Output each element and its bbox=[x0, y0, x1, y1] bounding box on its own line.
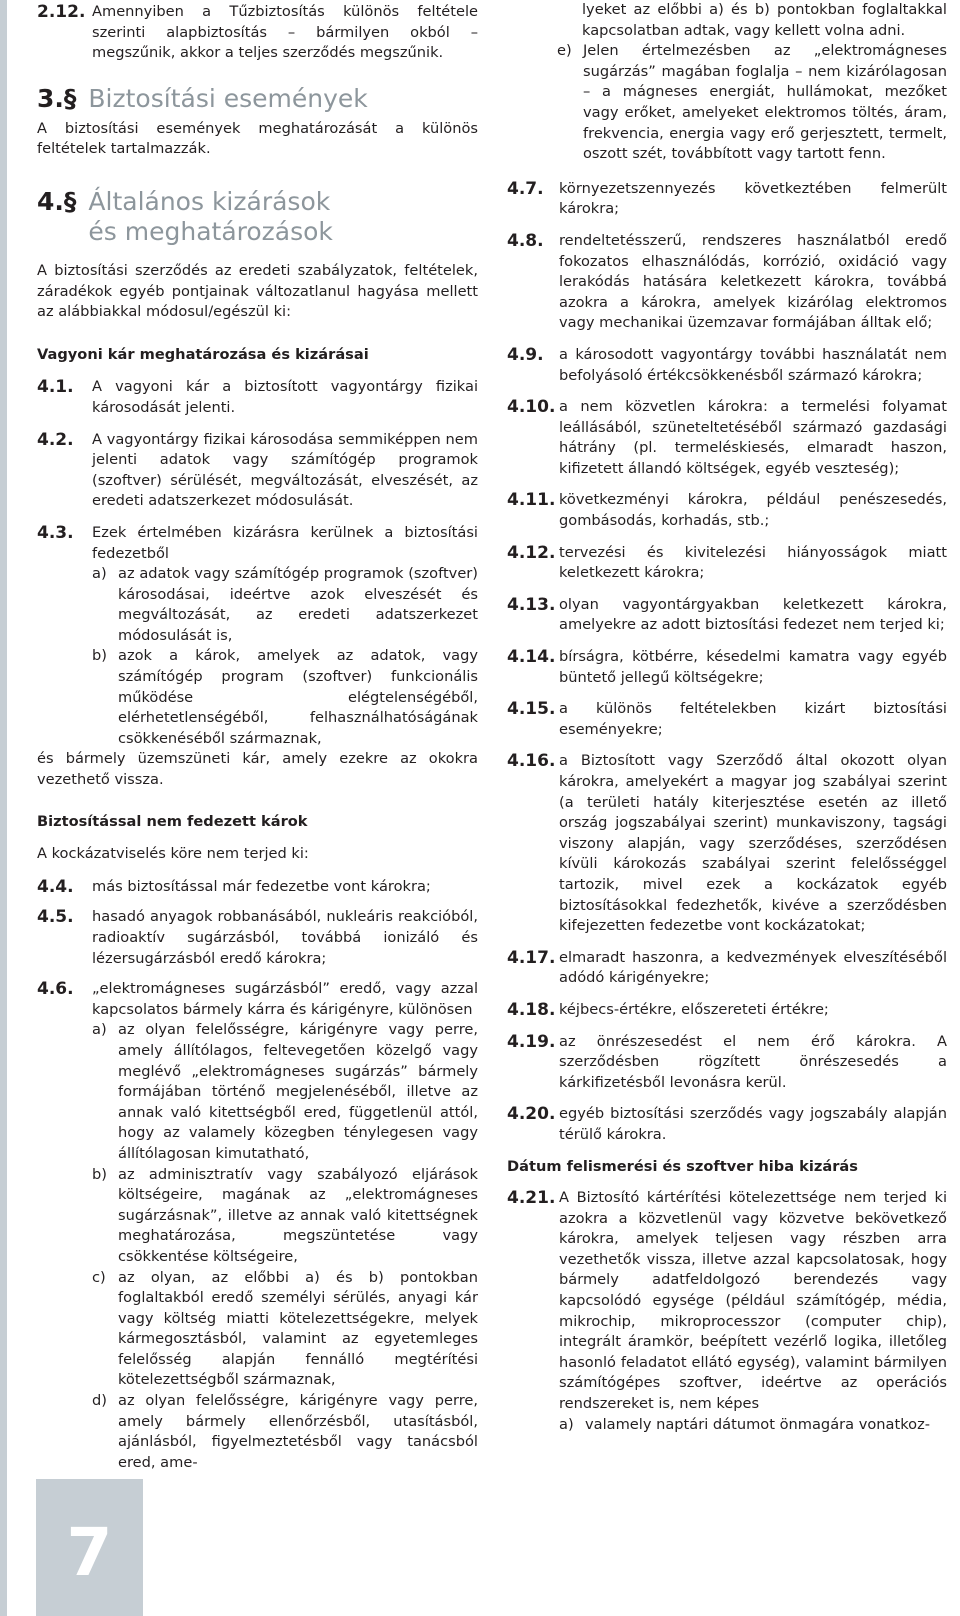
clause-number: 4.8. bbox=[507, 230, 544, 251]
subheading: Dátum felismerési és szoftver hiba kizárás bbox=[507, 1157, 858, 1175]
clause-text: A Biztosító kártérítési kötelezettsége nem terjed ki azokra a közvetlenül vagy közvetve bekövetkező károkra, amelyek teljesen vagy részben arra vezethetők vissza, illetve azzal kapcsolatosak, hogy bármely adatfeldolgozó berendezés vagy kapcsolódó egysége (például számítógép, média, mikrochip, mikroprocesszor (computer chip), integrált áramkör, beépített vezérlő logika, illetőleg hasonló feladatot ellátó egység), valamint bármilyen számítógépes szoftver, ideértve az operációs rendszereket is, nem képes bbox=[559, 1189, 947, 1413]
sub-item bbox=[92, 1391, 478, 1473]
clause-item bbox=[507, 397, 947, 479]
section-title: Biztosítási események bbox=[88, 83, 368, 113]
sub-item-letter: c) bbox=[92, 1268, 106, 1286]
clause-item bbox=[507, 1000, 947, 1021]
clause-number: 4.19. bbox=[507, 1031, 556, 1052]
clause-item bbox=[507, 948, 947, 989]
clause-4-3-tail: és bármely üzemszüneti kár, amely ezekre az okokra vezethető vissza. bbox=[37, 750, 478, 789]
clause-item bbox=[507, 543, 947, 584]
sub-item-letter: a) bbox=[559, 1415, 574, 1433]
clause-list bbox=[507, 179, 947, 1146]
sub-item-text: azok a károk, amelyek az adatok, vagy számítógép program (szoftver) funkcionális működése elégtelenségéből, elérhetetlenségéből, felhasználhatóságának csökkenéséből származnak, bbox=[118, 647, 478, 747]
clause-4-6 bbox=[37, 979, 478, 1473]
sub-item-e bbox=[507, 41, 947, 165]
sub-item-text: Jelen értelmezésben az „elektromágneses sugárzás” magában foglalja – nem kizárólagosan – a mágneses energiát, hullámokat, mezőket vagy erőket, amelyeket elektromos töltés, áram, frekvencia, energia vagy erő gerjesztett, termelt, oszott szét, továbbított vagy tartott fenn. bbox=[583, 42, 947, 163]
clause-number: 4.6. bbox=[37, 979, 74, 1000]
clause-number: 4.21. bbox=[507, 1188, 556, 1209]
clause-number: 4.3. bbox=[37, 522, 74, 543]
clause-item bbox=[507, 751, 947, 936]
clause-body bbox=[92, 979, 478, 1473]
right-column bbox=[507, 0, 947, 1435]
sub-item-letter: b) bbox=[92, 1165, 107, 1183]
clause-number: 4.1. bbox=[37, 377, 74, 398]
continued-sub-item bbox=[507, 0, 947, 41]
clause-4-1 bbox=[37, 377, 478, 418]
clause-text: a nem közvetlen károkra: a termelési folyamat leállásából, szüneteltetéséből származó gazdasági hátrány (pl. termeléskiesés, elmaradt haszon, kifizetett állandó költségek, egyéb veszteség); bbox=[559, 398, 947, 477]
clause-4-3 bbox=[37, 523, 478, 750]
clause-number: 4.16. bbox=[507, 751, 556, 772]
clause-text: a Biztosított vagy Szerződő által okozott olyan károkra, amelyekért a magyar jog szabályai szerint (a területi hatály kiterjesztése esetén az illető ország jogszabályai szerint) munkaviszony, tagsági viszony alapján, vagy szerződéses, szerződésen kívüli károkozás szabályai szerint felelősséggel tartozik, mivel ezek a kockázatok egyéb biztosításokkal fedezhetők, kivéve a szerződésben kifejezetten fedezetbe vont kockázatokat; bbox=[559, 752, 947, 935]
clause-item bbox=[507, 231, 947, 334]
section-number: 4.§ bbox=[37, 186, 77, 216]
clause-number: 4.10. bbox=[507, 397, 556, 418]
section-4-heading bbox=[37, 187, 478, 247]
subheading: Vagyoni kár meghatározása és kizárásai bbox=[37, 345, 369, 363]
section-title bbox=[88, 187, 478, 247]
subheading: Biztosítással nem fedezett károk bbox=[37, 812, 308, 830]
clause-number: 4.15. bbox=[507, 699, 556, 720]
clause-4-5 bbox=[37, 907, 478, 969]
clause-item bbox=[507, 1032, 947, 1094]
sub-item-text: az olyan felelősségre, kárigényre vagy perre, amely bármely ellenőrzésből, utasításból, ajánlásból, figyelmeztetésből vagy tanácsból ered, ame- bbox=[118, 1392, 478, 1471]
clause-text: Ezek értelmében kizárásra kerülnek a biztosítási fedezetből bbox=[92, 523, 478, 562]
clause-number: 4.5. bbox=[37, 907, 74, 928]
intro-text: A kockázatviselés köre nem terjed ki: bbox=[37, 845, 309, 863]
clause-text: kéjbecs-értékre, előszereteti értékre; bbox=[559, 1000, 829, 1018]
sub-item bbox=[92, 1020, 478, 1164]
sub-item bbox=[92, 564, 478, 646]
clause-text: olyan vagyontárgyakban keletkezett károkra, amelyekre az adott biztosítási fedezet nem terjed ki; bbox=[559, 595, 947, 634]
clause-number: 2.12. bbox=[37, 2, 86, 22]
clause-number: 4.12. bbox=[507, 542, 556, 563]
sub-item-text: az olyan felelősségre, kárigényre vagy perre, amely állítólagos, feltevegetően közelgő vagy meglévő „elektromágneses sugárzás” bármely formájában történő megjelenéséből, illetve az annak való kitettségből ered, függetlenül attól, hogy az valamely közegben ténylegesen vagy állítólagosan kimutatható, bbox=[118, 1021, 478, 1162]
clause-item bbox=[507, 490, 947, 531]
clause-item bbox=[507, 595, 947, 636]
clause-number: 4.9. bbox=[507, 344, 544, 365]
clause-number: 4.18. bbox=[507, 999, 556, 1020]
clause-number: 4.14. bbox=[507, 647, 556, 668]
sub-item-letter: a) bbox=[92, 1021, 107, 1039]
page-number: 7 bbox=[66, 1514, 113, 1591]
section-title-line: Általános kizárások bbox=[88, 186, 331, 216]
sub-item-letter: d) bbox=[92, 1392, 107, 1410]
clause-text: hasadó anyagok robbanásából, nukleáris reakcióból, radioaktív sugárzásból, továbbá ionizáló és lézersugárzásból eredő károkra; bbox=[92, 908, 478, 967]
section-number: 3.§ bbox=[37, 83, 77, 113]
clause-number: 4.7. bbox=[507, 178, 544, 199]
sub-item bbox=[559, 1415, 947, 1436]
clause-text: elmaradt haszonra, a kedvezmények elveszítéséből adódó kárigényekre; bbox=[559, 948, 947, 987]
sub-item bbox=[92, 646, 478, 749]
clause-number: 4.20. bbox=[507, 1104, 556, 1125]
section-3-heading bbox=[37, 84, 478, 114]
sub-item bbox=[92, 1268, 478, 1392]
clause-text: bírságra, kötbérre, késedelmi kamatra vagy egyéb büntető jellegű költségekre; bbox=[559, 648, 947, 686]
section-3-body: A biztosítási események meghatározását a különös feltételek tartalmazzák. bbox=[37, 119, 478, 158]
clause-item bbox=[507, 1104, 947, 1145]
sub-item-letter: a) bbox=[92, 565, 107, 583]
page-number-box bbox=[36, 1479, 143, 1616]
sub-item-text: az adminisztratív vagy szabályozó eljárások költségeire, magának az „elektromágneses sugárzásnak”, illetve az annak való kitettségnek meghatározása, megszüntetése vagy csökkentése költségeire, bbox=[118, 1165, 478, 1265]
sub-item-text: valamely naptári dátumot önmagára vonatkoz- bbox=[585, 1415, 930, 1433]
left-column bbox=[37, 0, 478, 1473]
clause-text: egyéb biztosítási szerződés vagy jogszabály alapján térülő károkra. bbox=[559, 1105, 947, 1143]
clause-number: 4.13. bbox=[507, 594, 556, 615]
clause-text: „elektromágneses sugárzásból” eredő, vagy azzal kapcsolatos bármely kárra és kárigényre, különösen bbox=[92, 980, 478, 1018]
clause-number: 4.2. bbox=[37, 429, 74, 450]
clause-number: 4.4. bbox=[37, 876, 74, 897]
clause-item bbox=[507, 647, 947, 688]
clause-4-4 bbox=[37, 877, 478, 898]
clause-text: a károsodott vagyontárgy további használatát nem befolyásoló értékcsökkenésből származó károkra; bbox=[559, 345, 947, 384]
clause-text: következményi károkra, például penészesedés, gombásodás, korhadás, stb.; bbox=[559, 491, 947, 530]
clause-text: tervezési és kivitelezési hiányosságok miatt keletkezett károkra; bbox=[559, 543, 947, 582]
clause-text: a különös feltételekben kizárt biztosítási eseményekre; bbox=[559, 700, 947, 738]
sub-item-text: lyeket az előbbi a) és b) pontokban foglaltakkal kapcsolatban adtak, vagy kellett volna adni. bbox=[582, 1, 947, 39]
sub-item-text: az olyan, az előbbi a) és b) pontokban foglaltakból eredő személyi sérülés, anyagi kár vagy költség miatti kötelezettségekre, melyek kármegosztásból, valamint az egyetemleges felelősség alapján fennálló megtérítési kötelezettségből származnak, bbox=[118, 1268, 478, 1389]
section-title-line: és meghatározások bbox=[88, 216, 333, 246]
left-margin-bar bbox=[0, 0, 7, 1616]
clause-item bbox=[507, 699, 947, 740]
clause-number: 4.11. bbox=[507, 490, 556, 511]
clause-2-12 bbox=[37, 2, 478, 64]
sub-item-text: az adatok vagy számítógép programok (szoftver) károsodásai, ideértve azok elveszését és megváltozását, az eredeti adatszerkezet módosulását is, bbox=[118, 565, 478, 644]
sub-item-letter: e) bbox=[557, 42, 572, 60]
sub-item bbox=[92, 1165, 478, 1268]
clause-text: rendeltetésszerű, rendszeres használatból eredő fokozatos elhasználódás, korrózió, oxidáció vagy lerakódás hatására keletkezett károkra, továbbá azokra a károkra, amelyek kizárólag elektromos vagy mechanikai üzemzavar formájában álltak elő; bbox=[559, 231, 947, 332]
clause-item bbox=[507, 179, 947, 220]
sub-item-letter: b) bbox=[92, 647, 107, 665]
clause-body bbox=[92, 523, 478, 750]
clause-text: Amennyiben a Tűzbiztosítás különös feltétele szerinti alapbiztosítás – bármilyen okból – megszűnik, akkor a teljes szerződés megszűnik. bbox=[92, 3, 478, 62]
clause-text: az önrészesedést el nem érő károkra. A szerződésben rögzített önrészesedés a kárkifizetésből levonásra kerül. bbox=[559, 1032, 947, 1091]
clause-body bbox=[559, 1188, 947, 1435]
clause-text: más biztosítással már fedezetbe vont károkra; bbox=[92, 877, 431, 895]
clause-text: A vagyontárgy fizikai károsodása semmiképpen nem jelenti adatok vagy számítógép programok (szoftver) sérülését, megváltozását, elveszését, az eredeti adatszerkezet módosulását. bbox=[92, 430, 478, 510]
clause-4-2 bbox=[37, 430, 478, 512]
section-4-body: A biztosítási szerződés az eredeti szabályzatok, feltételek, záradékok egyéb pontjainak változatlanul hagyása mellett az alábbiakkal módosul/egészül ki: bbox=[37, 261, 478, 321]
clause-item bbox=[507, 345, 947, 386]
clause-4-21 bbox=[507, 1188, 947, 1435]
clause-text: környezetszennyezés következtében felmerült károkra; bbox=[559, 179, 947, 218]
clause-number: 4.17. bbox=[507, 947, 556, 968]
clause-text: A vagyoni kár a biztosított vagyontárgy fizikai károsodását jelenti. bbox=[92, 378, 478, 416]
